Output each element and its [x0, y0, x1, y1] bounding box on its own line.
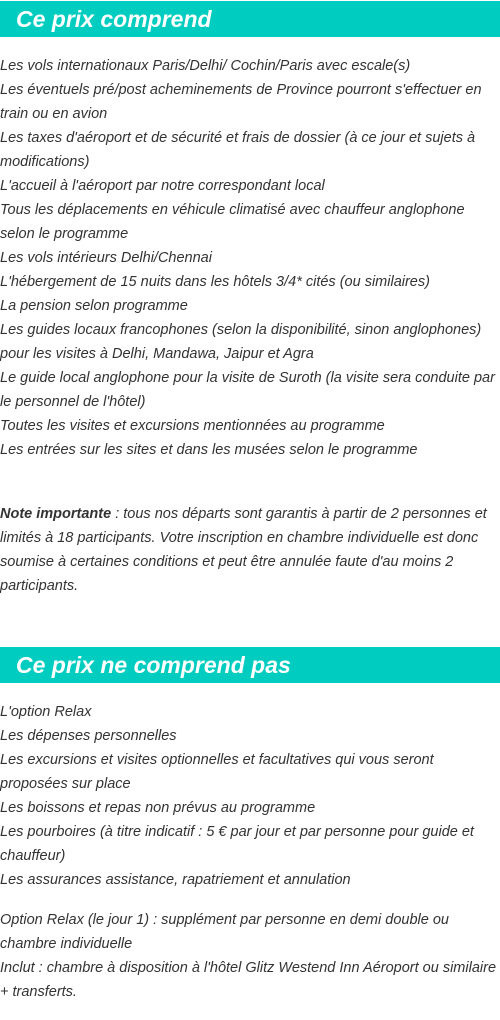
option-relax-includes-line: Inclut : chambre à disposition à l'hôtel Glitz Westend Inn Aéroport ou similaire + transferts. — [0, 960, 497, 1000]
list-item: L'hébergement de 15 nuits dans les hôtels 3/4* cités (ou similaires) — [0, 274, 430, 290]
list-item: Les éventuels pré/post acheminements de Province pourront s'effectuer en train ou en avion — [0, 82, 482, 122]
important-note-text: : tous nos départs sont garantis à partir de 2 personnes et limités à 18 participants. Votre inscription en chambre individuelle est donc soumise à certaines conditions et peut être annulée faute d'au moins 2 participants. — [0, 506, 487, 594]
list-item: Les boissons et repas non prévus au programme — [0, 800, 316, 816]
list-item: Les pourboires (à titre indicatif : 5 € par jour et par personne pour guide et chauffeur) — [0, 824, 474, 864]
important-note-label: Note importante — [0, 506, 112, 522]
list-item: Les dépenses personnelles — [0, 728, 177, 744]
option-relax-block — [0, 908, 500, 1004]
list-item: Les vols intérieurs Delhi/Chennai — [0, 250, 212, 266]
section-title-excludes: Ce prix ne comprend pas — [16, 652, 291, 678]
list-item: Les guides locaux francophones (selon la disponibilité, sinon anglophones) pour les visites à Delhi, Mandawa, Jaipur et Agra — [0, 322, 482, 362]
list-item: Le guide local anglophone pour la visite de Suroth (la visite sera conduite par le personnel de l'hôtel) — [0, 370, 495, 410]
list-item: Les excursions et visites optionnelles et facultatives qui vous seront proposées sur place — [0, 752, 434, 792]
list-item: L'accueil à l'aéroport par notre correspondant local — [0, 178, 325, 194]
includes-list — [0, 54, 500, 462]
section-title-includes: Ce prix comprend — [16, 6, 212, 32]
important-note — [0, 502, 500, 598]
list-item: Toutes les visites et excursions mentionnées au programme — [0, 418, 385, 434]
list-item: Les vols internationaux Paris/Delhi/ Cochin/Paris avec escale(s) — [0, 58, 411, 74]
section-header-excludes — [0, 647, 500, 683]
excludes-list — [0, 700, 500, 892]
list-item: Tous les déplacements en véhicule climatisé avec chauffeur anglophone selon le programme — [0, 202, 465, 242]
list-item: Les assurances assistance, rapatriement et annulation — [0, 872, 351, 888]
list-item: L'option Relax — [0, 704, 92, 720]
section-header-includes — [0, 1, 500, 37]
list-item: Les entrées sur les sites et dans les musées selon le programme — [0, 442, 418, 458]
list-item: La pension selon programme — [0, 298, 188, 314]
option-relax-line: Option Relax (le jour 1) : supplément par personne en demi double ou chambre individuelle — [0, 912, 449, 952]
list-item: Les taxes d'aéroport et de sécurité et frais de dossier (à ce jour et sujets à modifications) — [0, 130, 476, 170]
